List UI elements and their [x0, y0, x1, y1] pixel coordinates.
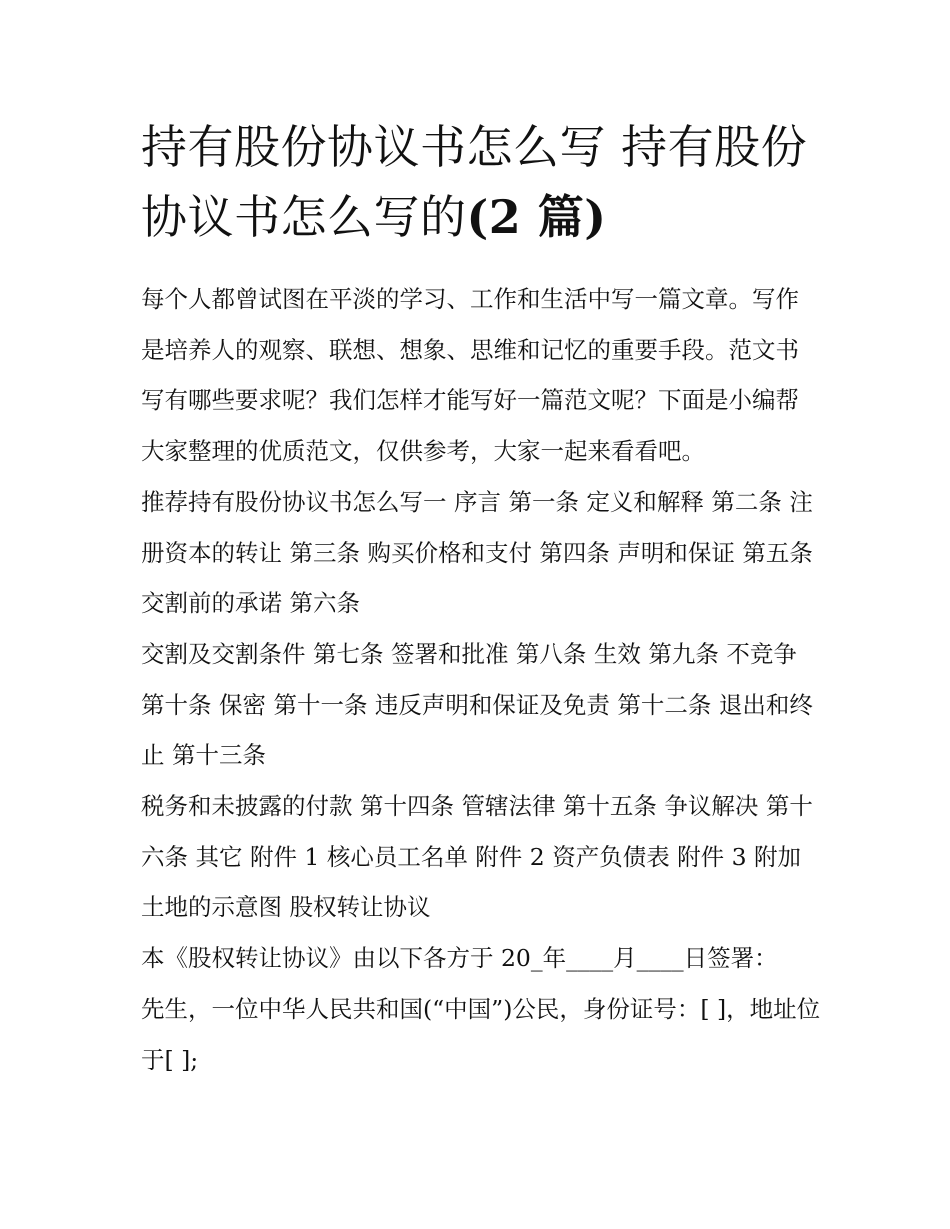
- intro-paragraph: 每个人都曾试图在平淡的学习、工作和生活中写一篇文章。写作是培养人的观察、联想、想象、思维和记忆的重要手段。范文书写有哪些要求呢？我们怎样才能写好一篇范文呢？下面是小编帮大家整理的优质范文，仅供参考，大家一起来看看吧。: [141, 285, 799, 466]
- title-suffix: (2 篇): [466, 190, 607, 244]
- document-page: [141, 112, 821, 1085]
- contents-paragraph-3: 税务和未披露的付款 第十四条 管辖法律 第十五条 争议解决 第十六条 其它 附件 1 核心员工名单 附件 2 资产负债表 附件 3 附加土地的示意图 股权转让协议: [141, 792, 813, 922]
- agreement-signing-paragraph: 本《股权转让协议》由以下各方于 20_年____月____日签署：: [141, 944, 778, 973]
- contents-paragraph-2: 交割及交割条件 第七条 签署和批准 第八条 生效 第九条 不竞争 第十条 保密 第十一条 违反声明和保证及免责 第十二条 退出和终止 第十三条: [141, 639, 813, 770]
- party-paragraph: 先生，一位中华人民共和国(“中国”)公民，身份证号：[ ]，地址位于[ ];: [141, 994, 821, 1074]
- document-title: [141, 112, 821, 252]
- document-body: [141, 274, 821, 1085]
- contents-paragraph-1: 推荐持有股份协议书怎么写一 序言 第一条 定义和解释 第二条 注册资本的转让 第三条 购买价格和支付 第四条 声明和保证 第五条 交割前的承诺 第六条: [141, 487, 821, 618]
- title-main: 持有股份协议书怎么写 持有股份协议书怎么写的: [141, 120, 808, 244]
